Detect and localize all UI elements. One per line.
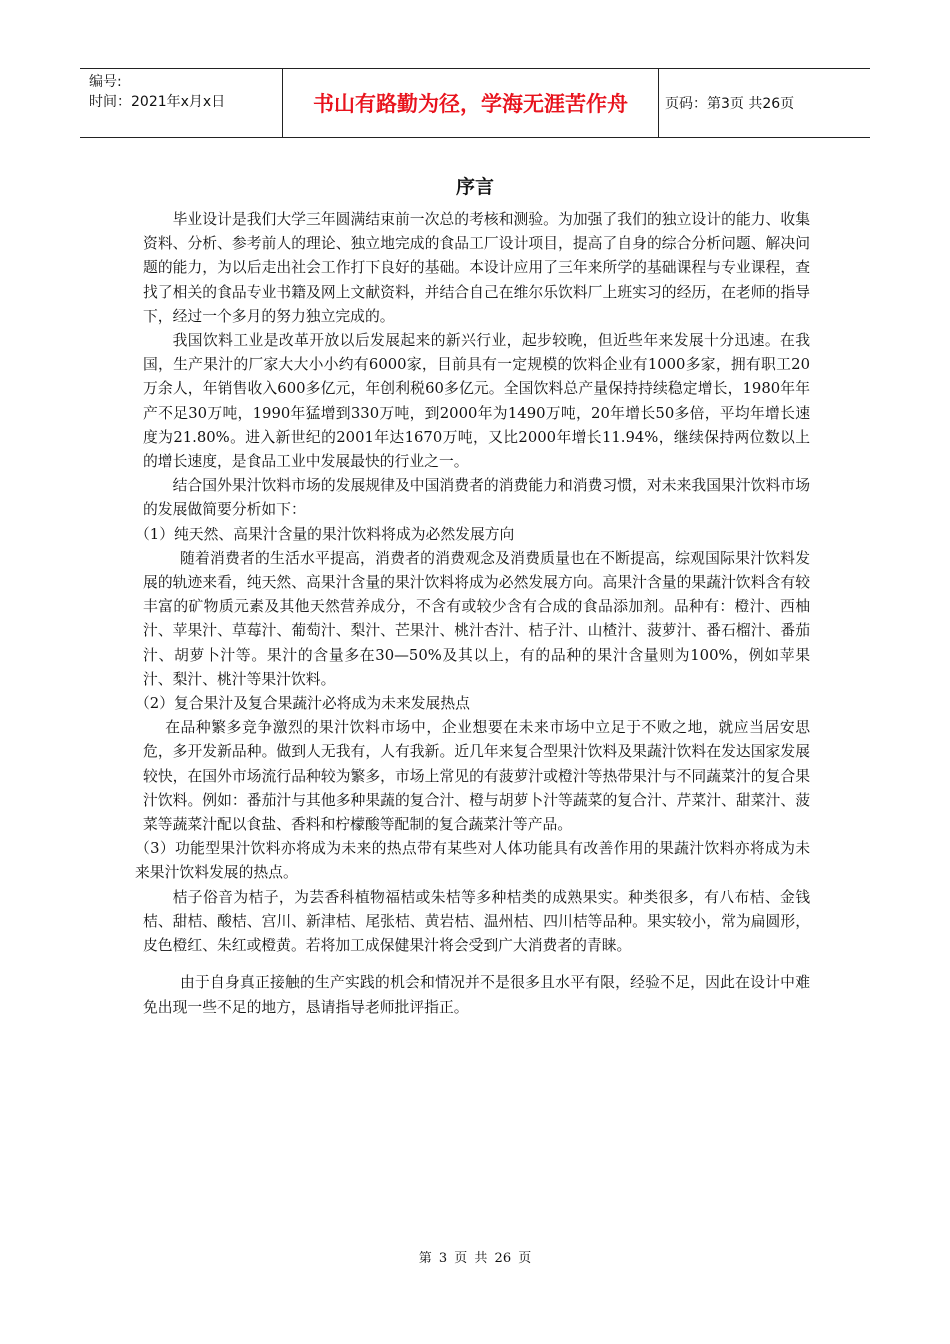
paragraph-market-analysis: 结合国外果汁饮料市场的发展规律及中国消费者的消费能力和消费习惯，对未来我国果汁饮料市场的发展做简要分析如下：: [143, 477, 810, 519]
subheading-2: （2）复合果汁及复合果蔬汁必将成为未来发展热点: [135, 695, 470, 713]
page-header: [80, 68, 870, 138]
header-info-cell: [80, 69, 280, 137]
paragraph-intro: 毕业设计是我们大学三年圆满结束前一次总的考核和测验。为加强了我们的独立设计的能力、收集资料、分析、参考前人的理论、独立地完成的食品工厂设计项目，提高了自身的综合分析问题、解决问题的能力，为以后走出社会工作打下良好的基础。本设计应用了三年来所学的基础课程与专业课程，查找了相关的食品专业书籍及网上文献资料，并结合自己在维尔乐饮料厂上班实习的经历，在老师的指导下，经过一个多月的努力独立完成的。: [143, 211, 810, 325]
header-page-code: 页码：第3页 共26页: [665, 96, 795, 112]
page-footer: 第 3 页 共 26 页: [418, 1251, 532, 1266]
document-number-label: 编号:: [89, 74, 122, 90]
document-body: [135, 208, 810, 1020]
subheading-3: （3）功能型果汁饮料亦将成为未来的热点带有某些对人体功能具有改善作用的果蔬汁饮料亦将成为未来果汁饮料发展的热点。: [135, 840, 810, 882]
paragraph-tangerine: 桔子俗音为桔子，为芸香科植物福桔或朱桔等多种桔类的成熟果实。种类很多，有八布桔、金钱桔、甜桔、酸桔、宫川、新津桔、尾张桔、黄岩桔、温州桔、四川桔等品种。果实较小，常为扁圆形，皮色橙红、朱红或橙黄。若将加工成保健果汁将会受到广大消费者的青睐。: [143, 888, 810, 955]
document-time-label: 时间：2021年x月x日: [89, 94, 226, 110]
page-title: 序言: [455, 176, 494, 198]
paragraph-industry: 我国饮料工业是改革开放以后发展起来的新兴行业，起步较晚，但近些年来发展十分迅速。在我国，生产果汁的厂家大大小小约有6000家，目前具有一定规模的饮料企业有1000多家，拥有职工20万余人，年销售收入600多亿元，年创利税60多亿元。全国饮料总产量保持持续稳定增长，1980年年产不足30万吨，1990年猛增到330万吨，到2000年为1490万吨，20年增长50多倍，平均年增长速度为21.80%。进入新世纪的2001年达1670万吨，又比2000年增长11.94%，继续保持两位数以上的增长速度，是食品工业中发展最快的行业之一。: [143, 332, 810, 471]
subheading-1: （1）纯天然、高果汁含量的果汁饮料将成为必然发展方向: [135, 525, 515, 543]
paragraph-closing: 由于自身真正接触的生产实践的机会和情况并不是很多且水平有限，经验不足，因此在设计中难免出现一些不足的地方，恳请指导老师批评指正。: [143, 974, 810, 1016]
header-motto: 书山有路勤为径，学海无涯苦作舟: [282, 69, 659, 137]
paragraph-compound-juice: 在品种繁多竞争激烈的果汁饮料市场中，企业想要在未来市场中立足于不败之地，就应当居安思危，多开发新品种。做到人无我有，人有我新。近几年来复合型果汁饮料及果蔬汁饮料在发达国家发展较快，在国外市场流行品种较为繁多，市场上常见的有菠萝汁或橙汁等热带果汁与不同蔬菜汁的复合果汁饮料。例如：番茄汁与其他多种果蔬的复合汁、橙与胡萝卜汁等蔬菜的复合汁、芹菜汁、甜菜汁、菠菜等蔬菜汁配以食盐、香料和柠檬酸等配制的复合蔬菜汁等产品。: [143, 719, 810, 834]
paragraph-natural-juice: 随着消费者的生活水平提高，消费者的消费观念及消费质量也在不断提高，综观国际果汁饮料发展的轨迹来看，纯天然、高果汁含量的果汁饮料将成为必然发展方向。高果汁含量的果蔬汁饮料含有较丰富的矿物质元素及其他天然营养成分，不含有或较少含有合成的食品添加剂。品种有：橙汁、西柚汁、苹果汁、草莓汁、葡萄汁、梨汁、芒果汁、桃汁杏汁、桔子汁、山楂汁、菠萝汁、番石榴汁、番茄汁、胡萝卜汁等。果汁的含量多在30—50%及其以上，有的品种的果汁含量则为100%，例如苹果汁、梨汁、桃汁等果汁饮料。: [143, 549, 810, 688]
